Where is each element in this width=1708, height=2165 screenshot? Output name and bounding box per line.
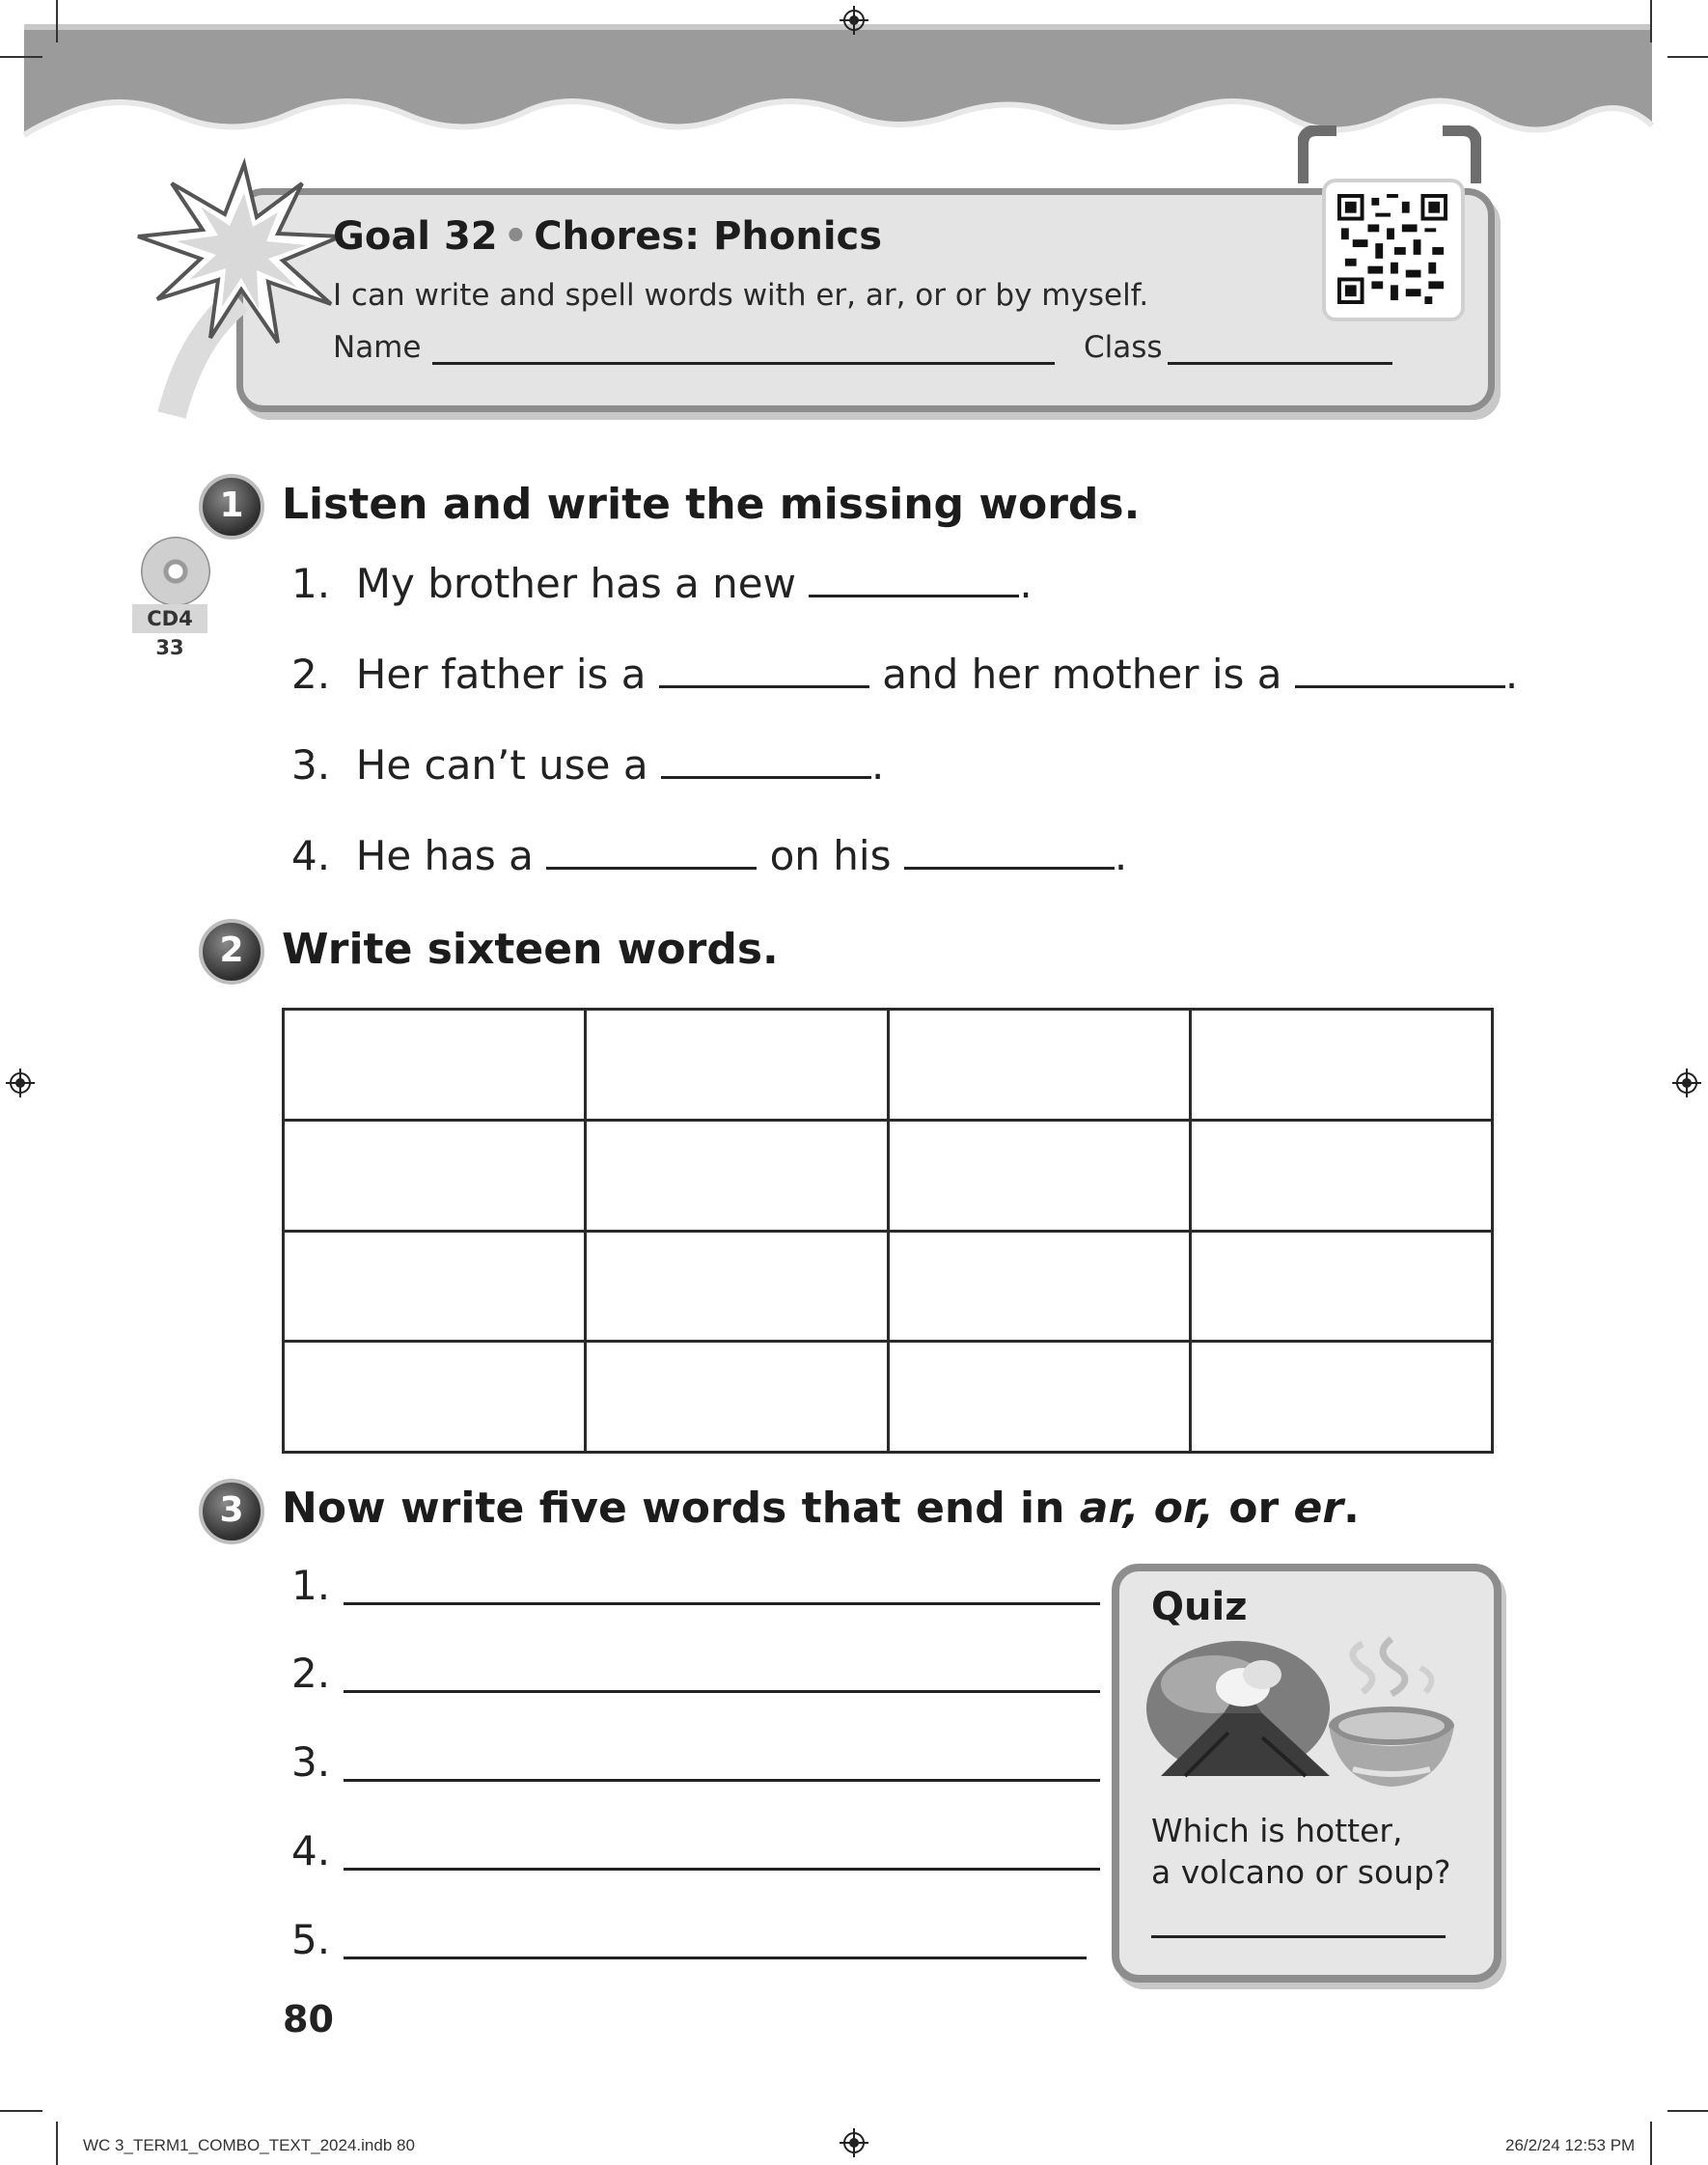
section1-heading: Listen and write the missing words.: [282, 480, 1141, 529]
word-cell[interactable]: [586, 1120, 888, 1231]
word-cell[interactable]: [284, 1231, 586, 1342]
registration-mark-icon: [840, 2128, 868, 2157]
answer-line[interactable]: [344, 1573, 1100, 1605]
title-separator: •: [503, 214, 529, 259]
goal-title: [333, 214, 882, 259]
listen-item-3: [291, 741, 884, 789]
word-cell[interactable]: [1190, 1342, 1492, 1453]
answer-line-number: 3.: [291, 1738, 331, 1786]
crop-mark: [56, 2122, 58, 2165]
item-text: He can’t use a: [355, 741, 648, 789]
footer-date-info: 26/2/24 12:53 PM: [1505, 2136, 1636, 2154]
answer-line-number: 2.: [291, 1650, 331, 1697]
word-cell[interactable]: [1190, 1010, 1492, 1121]
answer-line-number: 4.: [291, 1827, 331, 1874]
crop-mark: [0, 2110, 42, 2112]
item-text: He has a: [355, 832, 534, 879]
goal-topic: Chores: Phonics: [534, 214, 883, 259]
answer-line-number: 5.: [291, 1916, 331, 1963]
listen-item-2: [291, 651, 1518, 698]
section-number-badge: 2: [199, 919, 264, 985]
goal-number: Goal 32: [333, 214, 498, 259]
audio-track-label: CD4 33: [132, 604, 207, 633]
goal-statement: I can write and spell words with er, ar, or or by myself.: [333, 278, 1149, 313]
quiz-question-line2: a volcano or soup?: [1151, 1853, 1451, 1891]
name-field[interactable]: [432, 333, 1055, 365]
section-number-badge: 1: [199, 474, 264, 540]
registration-mark-icon: [6, 1069, 35, 1097]
answer-blank[interactable]: [546, 834, 757, 870]
word-cell[interactable]: [284, 1120, 586, 1231]
item-number: 1.: [291, 560, 331, 607]
name-label: Name: [333, 330, 422, 365]
crop-mark: [1650, 0, 1652, 42]
answer-blank[interactable]: [659, 652, 869, 688]
item-text: My brother has a new: [355, 560, 796, 607]
answer-blank[interactable]: [1295, 652, 1505, 688]
answer-blank[interactable]: [661, 743, 871, 779]
word-cell[interactable]: [284, 1342, 586, 1453]
answer-line[interactable]: [344, 1661, 1100, 1693]
class-label: Class: [1084, 330, 1163, 365]
crop-mark: [0, 56, 42, 58]
word-cell[interactable]: [1190, 1120, 1492, 1231]
item-end: .: [1019, 560, 1033, 607]
listen-item-4: [291, 832, 1127, 879]
class-field[interactable]: [1168, 333, 1392, 365]
soup-bowl-icon: [1324, 1624, 1459, 1798]
heading-text: Now write five words that end in: [282, 1484, 1065, 1533]
item-number: 2.: [291, 651, 331, 698]
word-grid: [282, 1008, 1494, 1454]
item-end: .: [870, 741, 885, 789]
crop-mark: [1650, 2122, 1652, 2165]
page-number: 80: [283, 1998, 334, 2040]
answer-blank[interactable]: [809, 562, 1019, 597]
heading-emphasis: er: [1293, 1484, 1344, 1533]
answer-line[interactable]: [344, 1750, 1100, 1782]
qr-code-icon[interactable]: [1337, 194, 1447, 304]
footer-file-info: WC 3_TERM1_COMBO_TEXT_2024.indb 80: [83, 2136, 415, 2154]
crop-mark: [1667, 56, 1708, 58]
item-end: .: [1114, 832, 1128, 879]
word-cell[interactable]: [1190, 1231, 1492, 1342]
answer-blank[interactable]: [904, 834, 1115, 870]
section-number-badge: 3: [199, 1479, 264, 1544]
word-cell[interactable]: [888, 1342, 1190, 1453]
listen-item-1: [291, 560, 1033, 607]
word-cell[interactable]: [586, 1231, 888, 1342]
answer-line-number: 1.: [291, 1562, 331, 1609]
answer-line[interactable]: [344, 1928, 1087, 1959]
word-cell[interactable]: [284, 1010, 586, 1121]
word-cell[interactable]: [888, 1231, 1190, 1342]
heading-emphasis: ar, or,: [1079, 1484, 1214, 1533]
crop-mark: [56, 0, 58, 42]
item-text: Her father is a: [355, 651, 647, 698]
registration-mark-icon: [1672, 1069, 1701, 1097]
item-number: 3.: [291, 741, 331, 789]
section2-heading: Write sixteen words.: [282, 925, 779, 974]
quiz-title: Quiz: [1151, 1585, 1248, 1629]
quiz-question-line1: Which is hotter,: [1151, 1812, 1403, 1849]
starburst-icon: [133, 145, 355, 434]
registration-mark-icon: [840, 6, 868, 35]
quiz-answer-line[interactable]: [1151, 1906, 1446, 1938]
item-text: on his: [769, 832, 892, 879]
word-cell[interactable]: [888, 1010, 1190, 1121]
item-text: and her mother is a: [882, 651, 1282, 698]
word-cell[interactable]: [586, 1342, 888, 1453]
item-end: .: [1504, 651, 1519, 698]
cd-audio-icon[interactable]: [141, 537, 210, 606]
section3-heading: [282, 1484, 1360, 1533]
heading-end: .: [1343, 1484, 1360, 1533]
word-cell[interactable]: [586, 1010, 888, 1121]
qr-code-frame: [1322, 179, 1465, 321]
volcano-illustration-icon: [1146, 1641, 1344, 1790]
crop-mark: [1667, 2110, 1708, 2112]
item-number: 4.: [291, 832, 331, 879]
heading-text: or: [1228, 1484, 1280, 1533]
answer-line[interactable]: [344, 1839, 1100, 1871]
word-cell[interactable]: [888, 1120, 1190, 1231]
